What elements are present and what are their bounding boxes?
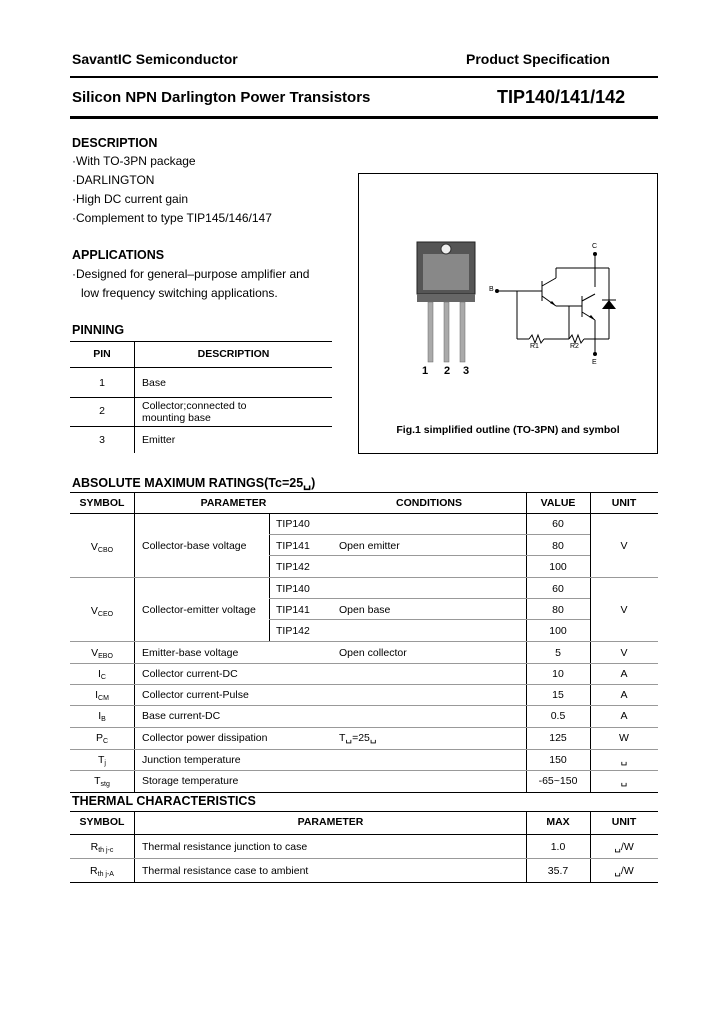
value: 100 [549, 625, 567, 637]
param: Collector power dissipation [142, 732, 268, 744]
value: 150 [549, 754, 567, 766]
abs-header-rule [70, 513, 658, 514]
abs-row-rule [70, 641, 658, 642]
node-c-label: C [592, 243, 598, 250]
unit: A [620, 689, 628, 701]
symbol-icm: $I_{CM}$ [95, 689, 109, 702]
param-vceo: Collector-emitter voltage [142, 604, 256, 616]
symbol-tj: $T_j$ [98, 754, 106, 767]
abs-row-rule [70, 705, 658, 706]
abs-row-rule [70, 770, 658, 771]
unit: V [620, 540, 628, 552]
symbol-ic: $I_C$ [98, 668, 106, 681]
param: Thermal resistance case to ambient [142, 865, 309, 877]
abs-sub-rule [269, 555, 526, 556]
symbol-pc: $P_C$ [95, 732, 109, 745]
pin-description: Emitter [142, 434, 176, 446]
thermal-col-parameter: PARAMETER [297, 816, 364, 828]
value: 10 [552, 668, 564, 680]
param-vcbo: Collector-base voltage [142, 540, 247, 552]
applications-line: low frequency switching applications. [81, 286, 278, 300]
unit: ␣/W [614, 841, 634, 853]
title-rule [70, 116, 658, 119]
figure-box [358, 173, 658, 454]
description-item: ·With TO-3PN package [72, 154, 196, 168]
value: 0.5 [550, 710, 566, 722]
part-tip140: TIP140 [276, 583, 310, 595]
abs-row-rule [70, 577, 658, 578]
thermal-col-max: MAX [546, 816, 570, 828]
param: Junction temperature [142, 754, 241, 766]
param: Collector current-Pulse [142, 689, 249, 701]
abs-col-value: VALUE [540, 497, 576, 509]
applications-heading: APPLICATIONS [72, 248, 165, 262]
part-tip142: TIP142 [276, 561, 310, 573]
abs-col-conditions: CONDITIONS [396, 497, 462, 509]
value: 125 [549, 732, 567, 744]
part-tip142: TIP142 [276, 625, 310, 637]
abs-row-rule [70, 663, 658, 664]
description-item: ·Complement to type TIP145/146/147 [72, 211, 272, 225]
abs-sub-rule [526, 619, 590, 620]
pinning-row-rule [70, 426, 332, 427]
pin-number: 3 [99, 434, 105, 446]
thermal-header-rule [70, 834, 658, 835]
pin1-label: 1 [422, 365, 429, 377]
abs-row-rule [70, 749, 658, 750]
unit: V [620, 647, 628, 659]
abs-max-heading: ABSOLUTE MAXIMUM RATINGS(Tc=25␣) [72, 476, 316, 490]
abs-row-rule [70, 684, 658, 685]
applications-line: ·Designed for general–purpose amplifier and [72, 267, 310, 281]
thermal-divider [134, 811, 135, 883]
symbol-vceo: $V_{CEO}$ [90, 605, 114, 618]
value: 80 [552, 604, 564, 616]
pin-number: 2 [99, 405, 105, 417]
pinning-row-rule [70, 397, 332, 398]
pinning-top-rule [70, 341, 332, 342]
param: Storage temperature [142, 775, 239, 787]
max: 35.7 [547, 865, 569, 877]
param: Emitter-base voltage [142, 647, 239, 659]
pin-description-cont: mounting base [142, 412, 211, 424]
pinning-col-desc: DESCRIPTION [197, 348, 270, 360]
symbol-vcbo: $V_{CBO}$ [90, 541, 114, 554]
value: 80 [552, 540, 564, 552]
resistor-r2-label: R2 [570, 343, 579, 350]
cond: Open collector [339, 647, 407, 659]
abs-sub-rule [269, 534, 526, 535]
thermal-col-symbol: SYMBOL [79, 816, 125, 828]
abs-divider [526, 492, 527, 792]
symbol-vebo: $V_{EBO}$ [91, 647, 113, 660]
unit: ␣ [620, 775, 628, 787]
node-e-label: E [592, 359, 597, 366]
abs-sub-rule [526, 555, 590, 556]
part-tip141: TIP141 [276, 540, 310, 552]
pinning-header-rule [70, 367, 332, 368]
pin-description: Base [142, 377, 166, 389]
value: 60 [552, 583, 564, 595]
pinning-col-pin: PIN [93, 348, 111, 360]
abs-sub-rule [526, 534, 590, 535]
abs-col-symbol: SYMBOL [79, 497, 125, 509]
cond-vceo: Open base [339, 604, 391, 616]
doc-type: Product Specification [466, 51, 610, 67]
cond: T␣=25␣ [339, 732, 377, 744]
part-tip140: TIP140 [276, 518, 310, 530]
part-numbers: TIP140/141/142 [497, 87, 626, 107]
param: Collector current-DC [142, 668, 238, 680]
abs-col-parameter: PARAMETER [200, 497, 267, 509]
abs-row-rule [70, 727, 658, 728]
abs-bottom-rule [70, 792, 658, 793]
unit: A [620, 668, 628, 680]
abs-sub-rule [269, 619, 526, 620]
header-rule [70, 76, 658, 78]
abs-divider [134, 492, 135, 792]
resistor-r1-label: R1 [530, 343, 539, 350]
cond-vcbo: Open emitter [339, 540, 400, 552]
param: Thermal resistance junction to case [142, 841, 308, 853]
description-heading: DESCRIPTION [72, 136, 158, 150]
symbol-tstg: $T_{stg}$ [94, 775, 110, 788]
thermal-col-unit: UNIT [611, 816, 637, 828]
thermal-row-rule [70, 858, 658, 859]
part-tip141: TIP141 [276, 604, 310, 616]
unit: W [619, 732, 629, 744]
abs-max-top-rule [70, 492, 658, 493]
value: 60 [552, 518, 564, 530]
symbol-ib: $I_B$ [98, 710, 106, 723]
symbol-rth-jc: $R_{th j-c}$ [90, 841, 114, 854]
figure-caption: Fig.1 simplified outline (TO-3PN) and symbol [396, 424, 620, 436]
company-name: SavantIC Semiconductor [72, 51, 238, 67]
symbol-rth-ja: $R_{th j-A}$ [90, 865, 114, 878]
doc-title: Silicon NPN Darlington Power Transistors [72, 89, 371, 106]
max: 1.0 [550, 841, 566, 853]
thermal-heading: THERMAL CHARACTERISTICS [72, 794, 256, 808]
value: 5 [555, 647, 561, 659]
pin3-label: 3 [463, 365, 470, 377]
pin-number: 1 [99, 377, 105, 389]
thermal-top-rule [70, 811, 658, 812]
unit: ␣ [620, 754, 628, 766]
pinning-heading: PINNING [72, 323, 125, 337]
abs-sub-rule [526, 598, 590, 599]
param: Base current-DC [142, 710, 221, 722]
pin2-label: 2 [444, 365, 451, 377]
description-item: ·DARLINGTON [72, 173, 155, 187]
pin-description: Collector;connected to [142, 400, 247, 412]
value: 100 [549, 561, 567, 573]
abs-divider [590, 492, 591, 792]
value: -65~150 [538, 775, 578, 787]
description-item: ·High DC current gain [72, 192, 189, 206]
abs-col-unit: UNIT [611, 497, 637, 509]
node-b-label: B [489, 286, 494, 293]
value: 15 [552, 689, 564, 701]
thermal-bottom-rule [70, 882, 658, 883]
unit: V [620, 604, 628, 616]
unit: ␣/W [614, 865, 634, 877]
to3pn-package-outline [359, 174, 657, 453]
abs-sub-rule [269, 598, 526, 599]
unit: A [620, 710, 628, 722]
